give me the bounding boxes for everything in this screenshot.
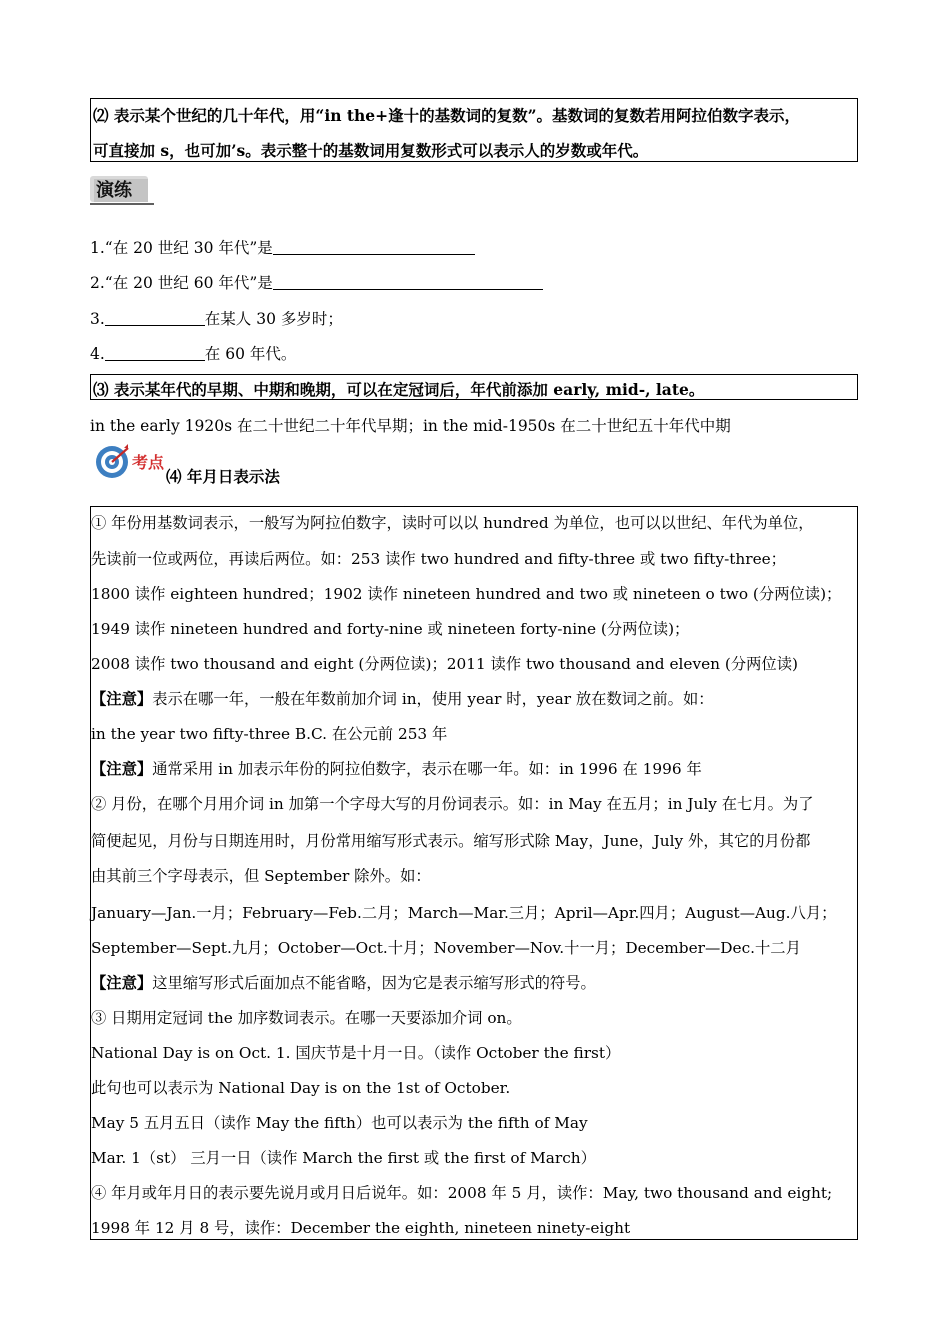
answer-blank-2[interactable] (273, 273, 543, 290)
practice-q2-text: 2.“在 20 世纪 60 年代”是 (90, 274, 273, 292)
box4-line: 简便起见，月份与日期连用时，月份常用缩写形式表示。缩写形式除 May，June，July 外，其它的月份都 (91, 832, 811, 850)
box4-line: 【注意】通常采用 in 加表示年份的阿拉伯数字，表示在哪一年。如：in 1996 在 1996 年 (91, 760, 702, 778)
box4-line: 1800 读作 eighteen hundred；1902 读作 nineteen hundred and two 或 nineteen o two (分两位读)； (91, 585, 842, 603)
rule-box-4 (90, 506, 858, 1240)
box4-line: ③ 日期用定冠词 the 加序数词表示。在哪一天要添加介词 on。 (91, 1009, 522, 1027)
box4-line: Mar. 1（st） 三月一日（读作 March the first 或 the first of March） (91, 1149, 596, 1167)
key-point-badge (94, 442, 170, 482)
practice-q1 (90, 236, 475, 258)
practice-badge-icon (90, 176, 154, 206)
practice-badge-label: 演练 (96, 180, 132, 201)
answer-blank-1[interactable] (273, 238, 475, 255)
box4-line: ① 年份用基数词表示，一般写为阿拉伯数字，读时可以以 hundred 为单位，也可以以世纪、年代为单位， (91, 514, 814, 532)
box4-line: 1949 读作 nineteen hundred and forty-nine 或 nineteen forty-nine (分两位读)； (91, 620, 690, 638)
practice-q4 (90, 342, 296, 364)
box4-line: 1998 年 12 月 8 号，读作：December the eighth, nineteen ninety-eight (91, 1219, 631, 1237)
target-icon (94, 442, 170, 482)
box4-line: 【注意】这里缩写形式后面加点不能省略，因为它是表示缩写形式的符号。 (91, 974, 596, 992)
answer-blank-4[interactable] (105, 344, 205, 361)
example-line: in the early 1920s 在二十世纪二十年代早期；in the mid-1950s 在二十世纪五十年代中期 (90, 417, 731, 435)
practice-q4-text: 在 60 年代。 (204, 345, 297, 363)
box4-line: 由其前三个字母表示，但 September 除外。如： (91, 867, 431, 885)
rule-box-3 (90, 374, 858, 400)
box4-line: National Day is on Oct. 1. 国庆节是十月一日。（读作 October the first） (91, 1044, 621, 1062)
practice-q1-text: 1.“在 20 世纪 30 年代”是 (90, 239, 273, 257)
section-4-title: ⑷ 年月日表示法 (166, 467, 280, 486)
rule-2-line-2: 可直接加 s，也可加’s。表示整十的基数词用复数形式可以表示人的岁数或年代。 (93, 141, 649, 160)
practice-q3-text: 在某人 30 多岁时； (204, 310, 343, 328)
answer-blank-3[interactable] (105, 309, 205, 326)
practice-q2 (90, 271, 543, 293)
box4-line: 先读前一位或两位，再读后两位。如：253 读作 two hundred and fifty-three 或 two fifty-three； (91, 550, 786, 568)
note-marker: 【注意】 (91, 760, 153, 778)
key-point-badge-label: 考点 (132, 453, 165, 472)
box4-line: September—Sept.九月；October—Oct.十月；November—Nov.十一月；December—Dec.十二月 (91, 939, 801, 957)
rule-3-line-1: ⑶ 表示某年代的早期、中期和晚期，可以在定冠词后，年代前添加 early, mid-, late。 (93, 380, 705, 399)
box4-line: ② 月份，在哪个月用介词 in 加第一个字母大写的月份词表示。如：in May 在五月；in July 在七月。为了 (91, 795, 814, 813)
box4-line: January—Jan.一月；February—Feb.二月；March—Mar.三月；April—Apr.四月；August—Aug.八月； (91, 904, 837, 922)
practice-q3-num: 3. (90, 310, 105, 328)
box4-line: ④ 年月或年月日的表示要先说月或月日后说年。如：2008 年 5 月，读作：May, two thousand and eight; (91, 1184, 833, 1202)
practice-q3 (90, 307, 343, 329)
practice-badge (90, 176, 154, 206)
box4-line: 此句也可以表示为 National Day is on the 1st of October. (91, 1079, 511, 1097)
note-marker: 【注意】 (91, 974, 153, 992)
practice-q4-num: 4. (90, 345, 105, 363)
rule-box-2 (90, 98, 858, 162)
box4-line: in the year two fifty-three B.C. 在公元前 253 年 (91, 725, 448, 743)
rule-2-line-1: ⑵ 表示某个世纪的几十年代，用“in the+逢十的基数词的复数”。基数词的复数若用阿拉伯数字表示， (93, 106, 801, 125)
note-marker: 【注意】 (91, 690, 153, 708)
box4-line: 【注意】表示在哪一年，一般在年数前加介词 in，使用 year 时，year 放在数词之前。如： (91, 690, 714, 708)
box4-line: 2008 读作 two thousand and eight (分两位读)；2011 读作 two thousand and eleven (分两位读) (91, 655, 798, 673)
box4-line: May 5 五月五日（读作 May the fifth）也可以表示为 the fifth of May (91, 1114, 588, 1132)
